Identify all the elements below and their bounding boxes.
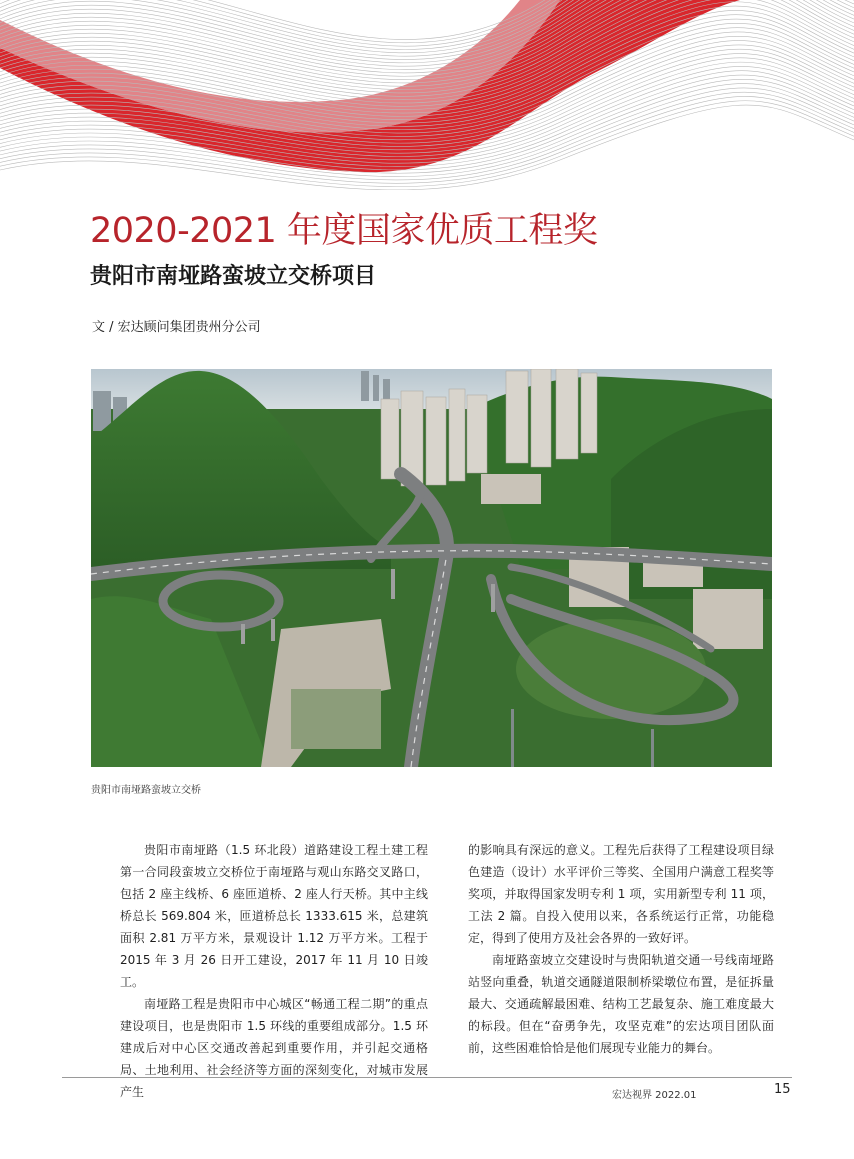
body-paragraph: 南垭路工程是贵阳市中心城区“畅通工程二期”的重点建设项目，也是贵阳市 1.5 环线的重要组成部分。1.5 环建成后对中心区交通改善起到重要作用，并引起交通格局、土地利用、社会经济等方面的深刻变化，对城市发展产生 [120,997,428,1099]
body-paragraph: 南垭路蛮坡立交建设时与贵阳轨道交通一号线南垭路站竖向重叠，轨道交通隧道限制桥梁墩位布置，是征拆量最大、交通疏解最困难、结构工艺最复杂、施工难度最大的标段。但在“奋勇争先，攻坚克难”的宏达项目团队面前，这些困难恰恰是他们展现专业能力的舞台。 [468,953,774,1055]
aerial-interchange-photo [91,369,772,767]
article-subtitle: 贵阳市南垭路蛮坡立交桥项目 [90,264,377,289]
header-wave-line [0,0,854,60]
article-byline: 文 / 宏达顾问集团贵州分公司 [92,320,261,335]
footer-divider [62,1077,792,1078]
header-wave-decoration [0,0,854,190]
body-paragraph: 贵阳市南垭路（1.5 环北段）道路建设工程土建工程第一合同段蛮坡立交桥位于南垭路与观山东路交叉路口，包括 2 座主线桥、6 座匝道桥、2 座人行天桥。其中主线桥总长 569.804 米，匝道桥总长 1333.615 米，总建筑面积 2.81 万平方米，景观设计 1.12 万平方米。工程于 2015 年 3 月 26 日开工建设，2017 年 11 月 10 日竣工。 [120,843,428,989]
header-wave-line [0,0,854,66]
header-wave-line [0,0,854,53]
page-number: 15 [774,1082,791,1097]
header-wave-line [0,0,854,80]
body-column-left [120,839,428,1103]
body-paragraph: 的影响具有深远的意义。工程先后获得了工程建设项目绿色建造（设计）水平评价三等奖、全国用户满意工程奖等奖项，并取得国家发明专利 1 项，实用新型专利 11 项，工法 2 篇。自投入使用以来，各系统运行正常，功能稳定，得到了使用方及社会各界的一致好评。 [468,843,774,945]
footer-magazine-issue: 宏达视界 2022.01 [612,1090,697,1101]
body-column-right [468,839,774,1059]
article-title: 2020-2021 年度国家优质工程奖 [90,211,598,251]
photo-caption: 贵阳市南垭路蛮坡立交桥 [91,785,201,796]
